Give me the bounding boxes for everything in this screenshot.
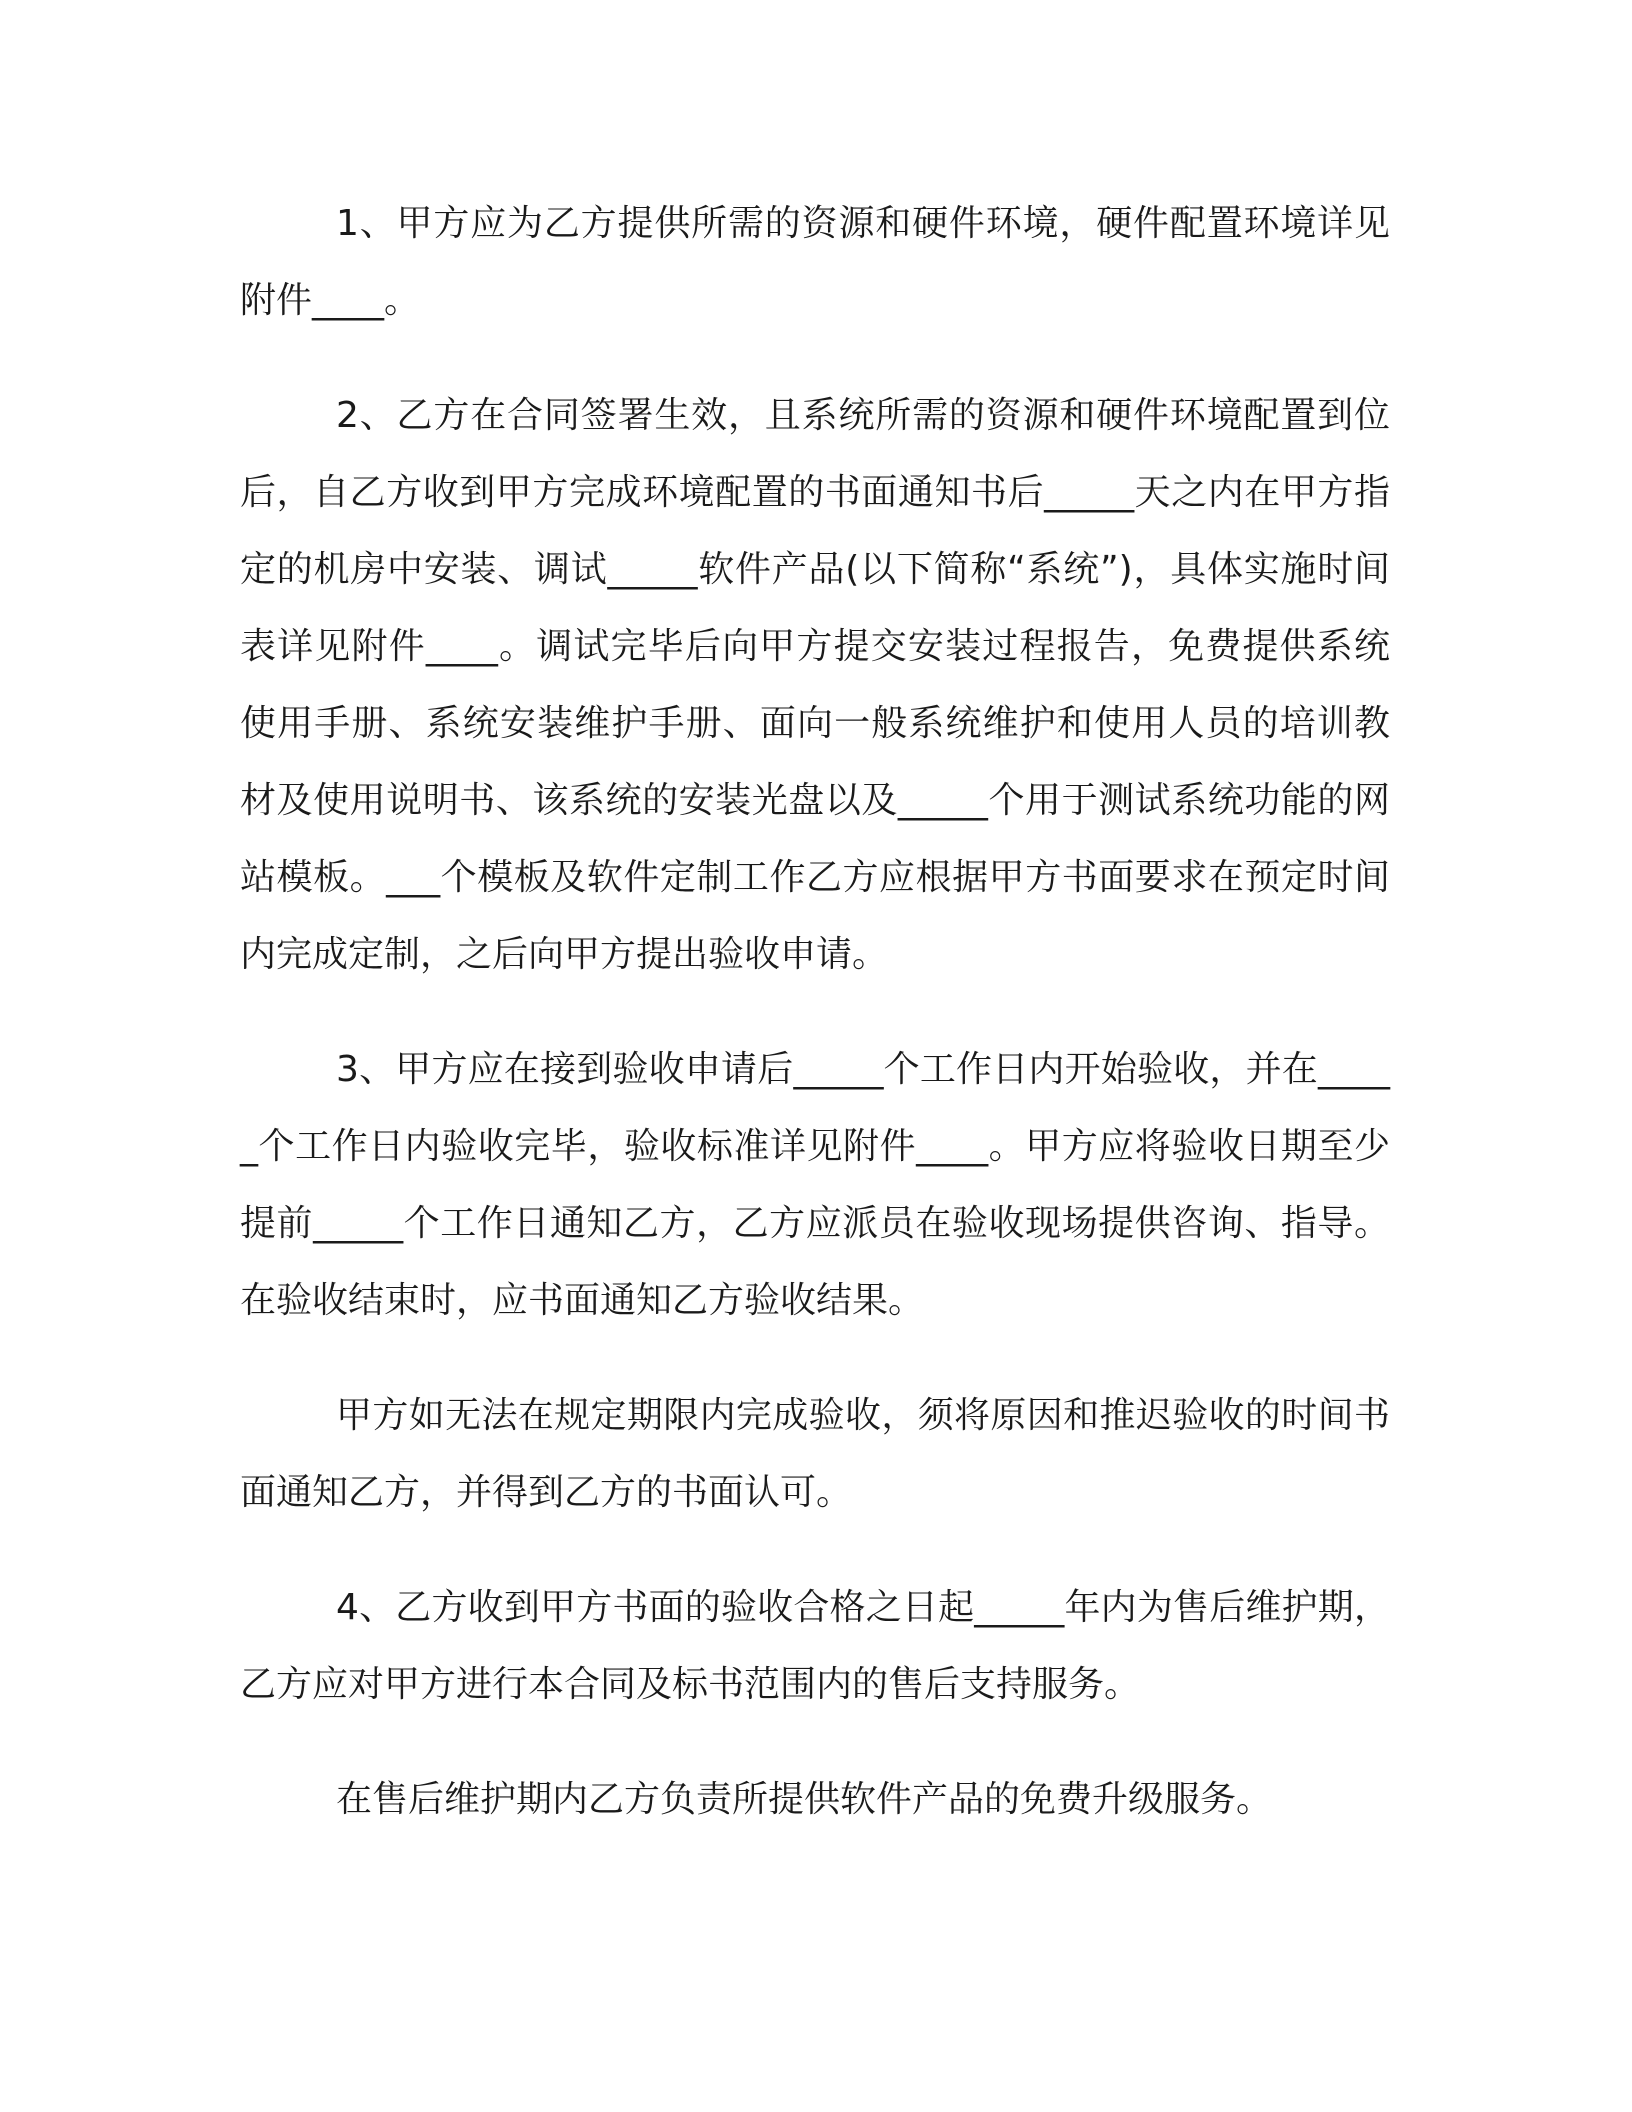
clause-4-paragraph: 4、乙方收到甲方书面的验收合格之日起_____年内为售后维护期，乙方应对甲方进行本合同及标书范围内的售后支持服务。 xyxy=(240,1587,1390,1705)
clause-1-paragraph: 1、甲方应为乙方提供所需的资源和硬件环境，硬件配置环境详见附件____。 xyxy=(240,203,1390,321)
clause-3-supplement-paragraph: 甲方如无法在规定期限内完成验收，须将原因和推迟验收的时间书面通知乙方，并得到乙方的书面认可。 xyxy=(240,1395,1390,1513)
clause-2-paragraph: 2、乙方在合同签署生效，且系统所需的资源和硬件环境配置到位后，自乙方收到甲方完成环境配置的书面通知书后_____天之内在甲方指定的机房中安装、调试_____软件产品(以下简称“系统”)，具体实施时间表详见附件____。调试完毕后向甲方提交安装过程报告，免费提供系统使用手册、系统安装维护手册、面向一般系统维护和使用人员的培训教材及使用说明书、该系统的安装光盘以及_____个用于测试系统功能的网站模板。___个模板及软件定制工作乙方应根据甲方书面要求在预定时间内完成定制，之后向甲方提出验收申请。 xyxy=(240,395,1390,975)
clause-3-paragraph: 3、甲方应在接到验收申请后_____个工作日内开始验收，并在_____个工作日内验收完毕，验收标准详见附件____。甲方应将验收日期至少提前_____个工作日通知乙方，乙方应派员在验收现场提供咨询、指导。在验收结束时，应书面通知乙方验收结果。 xyxy=(240,1049,1390,1321)
clause-4-supplement-paragraph: 在售后维护期内乙方负责所提供软件产品的免费升级服务。 xyxy=(336,1779,1273,1820)
contract-page xyxy=(240,185,1390,1876)
